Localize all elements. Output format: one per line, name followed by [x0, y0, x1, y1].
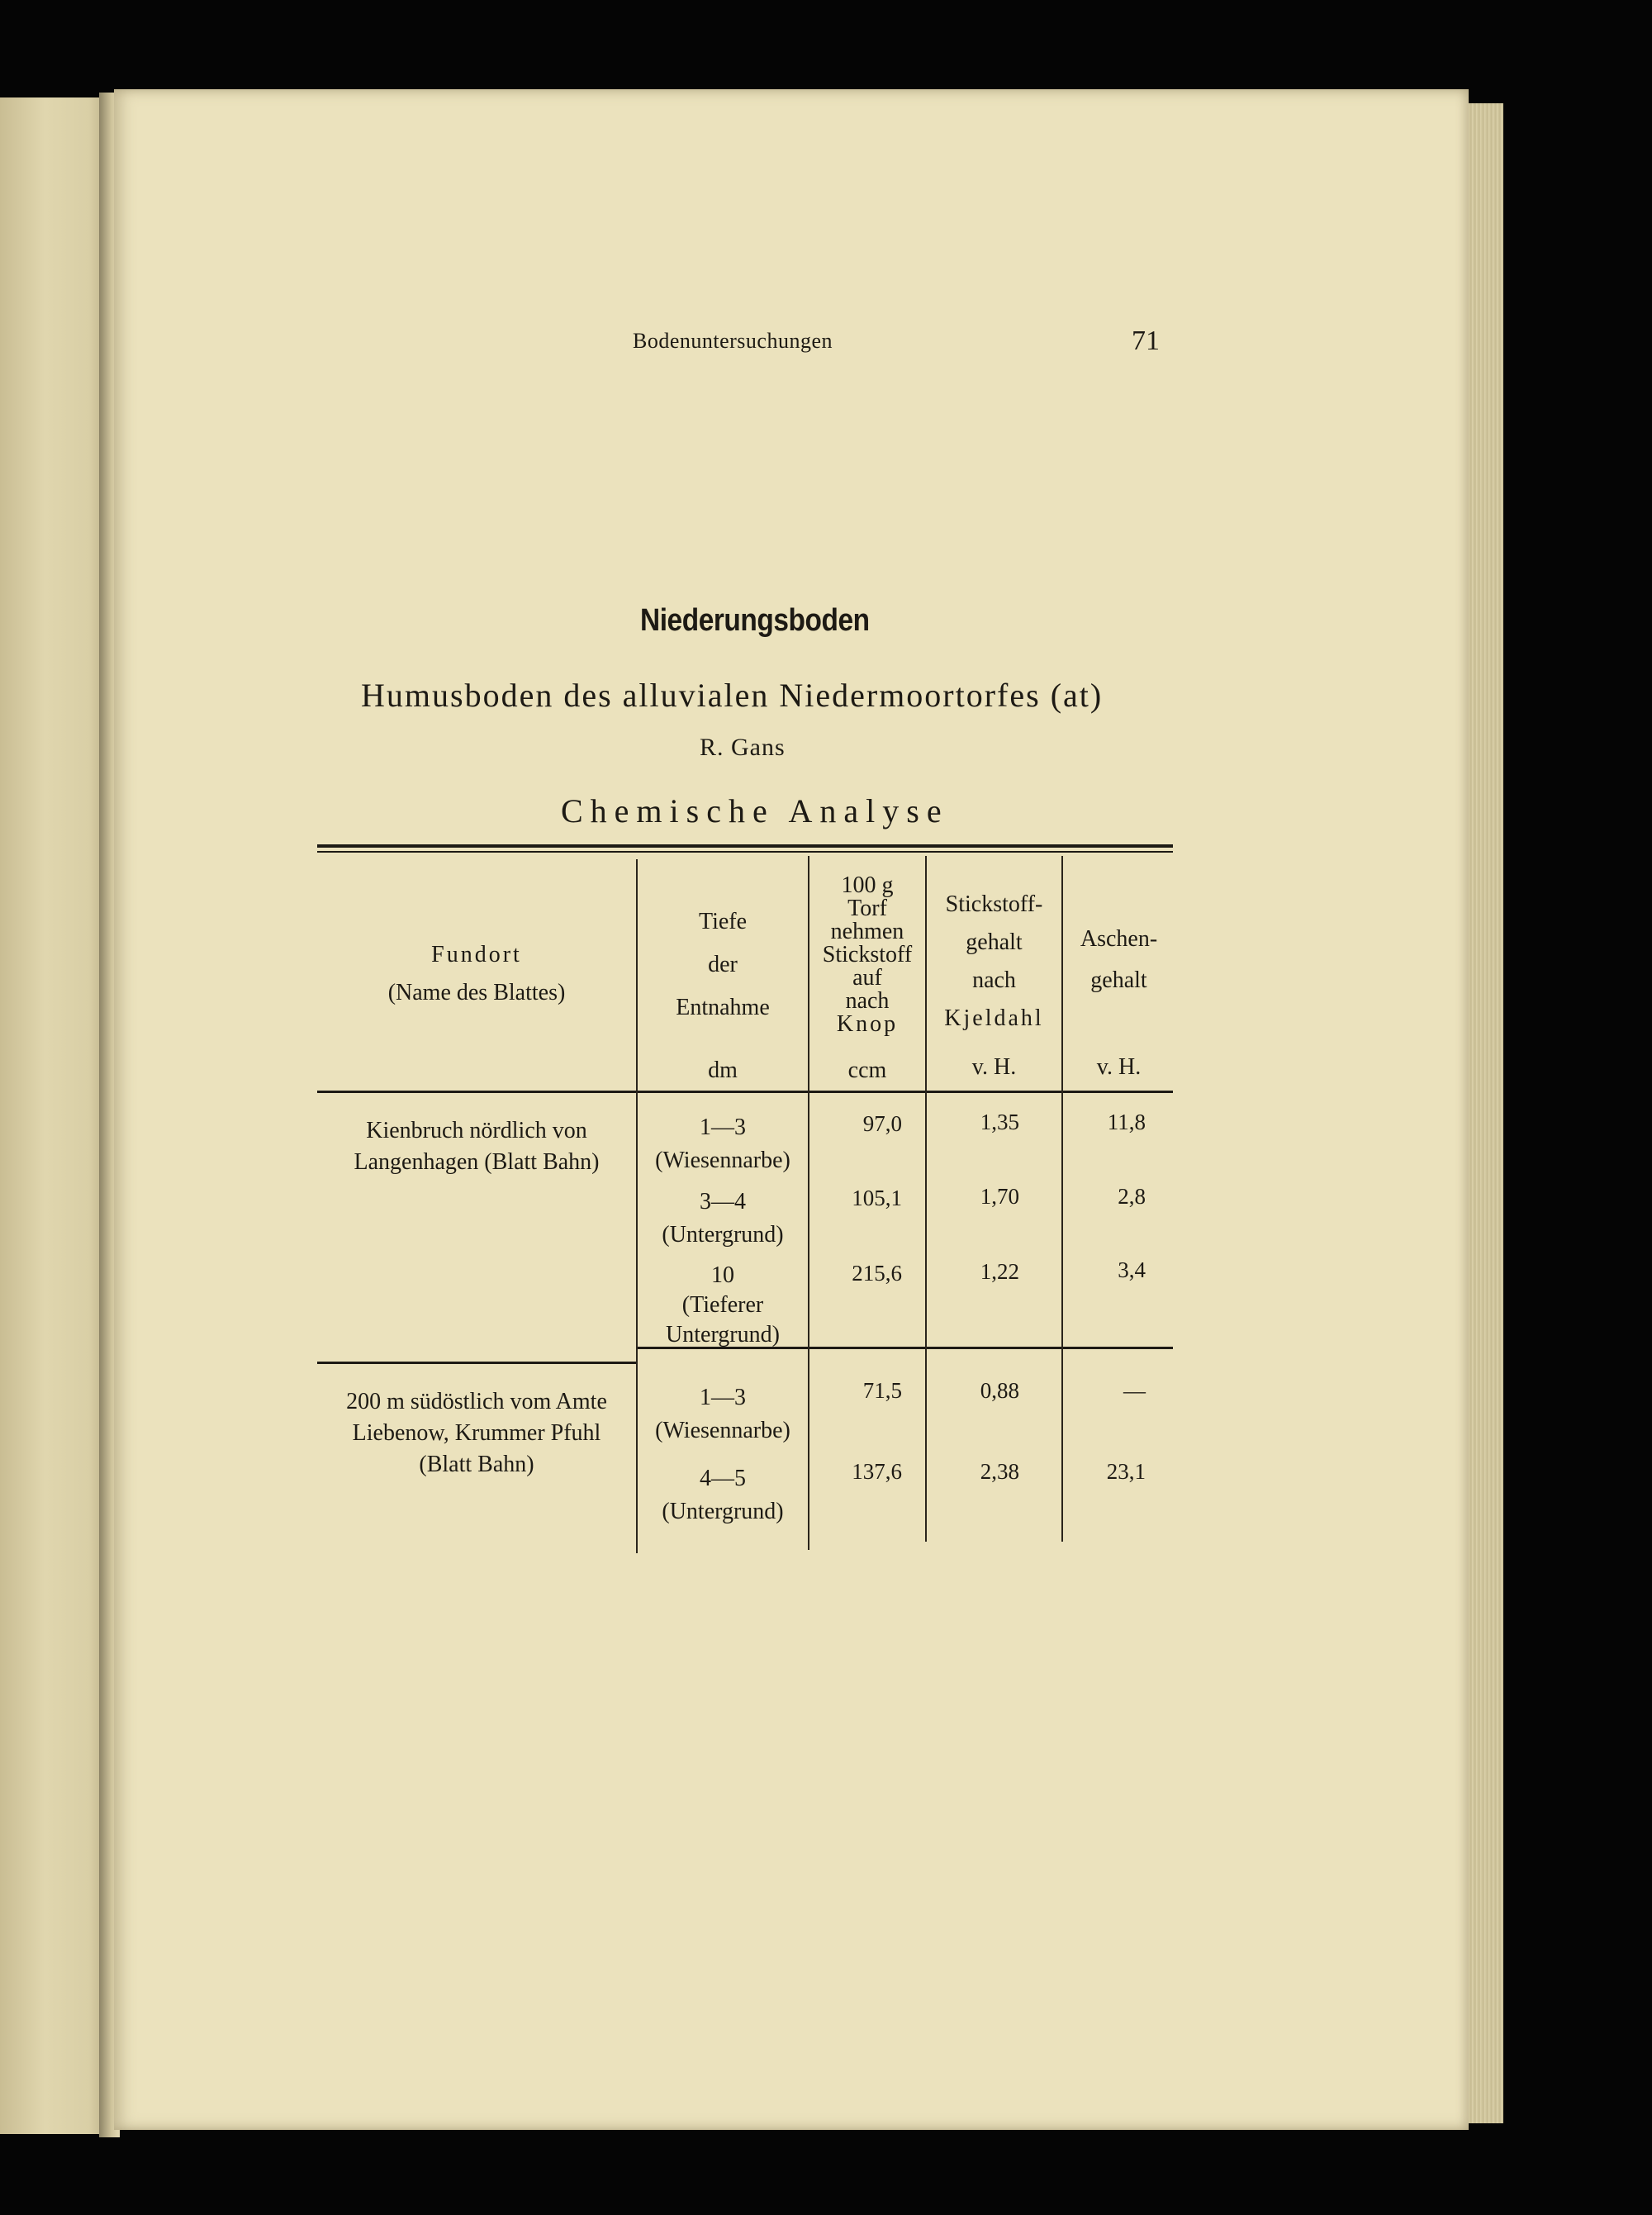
table-header-rule: [317, 1091, 1173, 1093]
header-unit-vh-2: v. H.: [1096, 1054, 1142, 1080]
table-row-g1r3-depth: [638, 1261, 808, 1350]
g2r2-ash: 23,1: [1106, 1459, 1146, 1484]
analysis-title: Chemische Analyse: [561, 792, 949, 829]
header-tiefe-line1: Tiefe: [698, 909, 748, 934]
g2r2-knop: 137,6: [852, 1459, 902, 1484]
group-rule-left: [317, 1362, 636, 1364]
header-fundort-line1: Fundort: [431, 942, 522, 967]
header-aschen-line1: Aschen-: [1080, 926, 1158, 952]
table-row-g1r2-depth: [638, 1186, 808, 1252]
g1r3-layer-line1: (Tieferer: [681, 1292, 764, 1318]
g2r2-kjeldahl: 2,38: [980, 1459, 1019, 1484]
g1r3-depth: 10: [711, 1262, 734, 1288]
g2r1-knop: 71,5: [862, 1378, 902, 1403]
book-page: [114, 89, 1469, 2130]
subtitle: Humusboden des alluvialen Niedermoortorfes (at): [361, 677, 1104, 714]
header-aschen-line2: gehalt: [1090, 967, 1147, 993]
g1r3-kjeldahl: 1,22: [980, 1259, 1019, 1284]
g1r2-layer: (Untergrund): [662, 1222, 784, 1248]
header-kjeldahl-line3: nach: [972, 967, 1016, 993]
header-kjeldahl-line1: Stickstoff-: [945, 891, 1043, 917]
header-unit-dm: dm: [708, 1058, 738, 1083]
group2-location-line2: Liebenow, Krummer Pfuhl: [352, 1420, 601, 1446]
header-kjeldahl-line4: Kjeldahl: [944, 1005, 1044, 1031]
g1r1-kjeldahl: 1,35: [980, 1110, 1019, 1134]
g1r1-ash: 11,8: [1107, 1110, 1146, 1134]
table-row-g1r1-depth: [638, 1111, 808, 1177]
table-top-rule: [317, 844, 1173, 848]
header-knop-line4: Stickstoff: [822, 942, 913, 967]
g2r1-ash: —: [1123, 1378, 1146, 1403]
author: R. Gans: [700, 734, 786, 761]
g1r2-knop: 105,1: [852, 1186, 902, 1210]
g2r1-kjeldahl: 0,88: [980, 1378, 1019, 1403]
group1-location: [317, 1115, 636, 1178]
table-row-g2r1-depth: [638, 1381, 808, 1447]
g1r1-layer: (Wiesennarbe): [655, 1148, 790, 1173]
header-unit-ccm: ccm: [847, 1058, 887, 1083]
header-fundort-line2: (Name des Blattes): [387, 980, 566, 1005]
g1r3-layer-line2: Untergrund): [666, 1322, 780, 1348]
header-tiefe-line3: Entnahme: [676, 995, 770, 1020]
page-stack-edge: [1469, 103, 1503, 2123]
section-title: Niederungsboden: [640, 603, 870, 638]
header-knop-line2: Torf: [847, 896, 887, 921]
g2r2-layer: (Untergrund): [662, 1499, 784, 1524]
header-aschen: [1063, 919, 1175, 1001]
group1-location-line2: Langenhagen (Blatt Bahn): [354, 1149, 600, 1175]
g1r1-depth: 1—3: [700, 1115, 746, 1140]
running-head: Bodenuntersuchungen: [633, 329, 833, 353]
header-fundort: [317, 940, 636, 1008]
header-knop-line1: 100 g: [841, 872, 894, 898]
header-knop-line6: nach: [845, 988, 890, 1014]
group2-location-line3: (Blatt Bahn): [419, 1452, 534, 1477]
header-tiefe-line2: der: [708, 952, 738, 977]
g1r1-knop: 97,0: [862, 1111, 902, 1136]
table-row-g2r2-depth: [638, 1462, 808, 1528]
header-kjeldahl-line2: gehalt: [966, 929, 1023, 955]
table-top-rule-thin: [317, 851, 1173, 853]
g1r2-ash: 2,8: [1118, 1184, 1146, 1209]
group2-location-line1: 200 m südöstlich vom Amte: [346, 1389, 607, 1414]
g1r3-knop: 215,6: [852, 1261, 902, 1286]
g2r1-depth: 1—3: [700, 1385, 746, 1410]
header-knop-line7: Knop: [836, 1011, 899, 1037]
group2-location: [317, 1386, 636, 1481]
header-knop-line5: auf: [852, 965, 882, 991]
header-knop: [809, 874, 925, 1036]
header-knop-line3: nehmen: [830, 919, 904, 944]
g1r2-depth: 3—4: [700, 1189, 746, 1214]
g1r3-ash: 3,4: [1118, 1257, 1146, 1282]
g1r2-kjeldahl: 1,70: [980, 1184, 1019, 1209]
group1-location-line1: Kienbruch nördlich von: [366, 1118, 587, 1143]
header-tiefe: [638, 901, 808, 1029]
page-number: 71: [1132, 326, 1160, 356]
g2r2-depth: 4—5: [700, 1466, 746, 1491]
left-page-edge: [0, 97, 112, 2134]
header-kjeldahl: [927, 886, 1061, 1038]
g2r1-layer: (Wiesennarbe): [655, 1418, 790, 1443]
header-unit-vh-1: v. H.: [971, 1054, 1017, 1080]
